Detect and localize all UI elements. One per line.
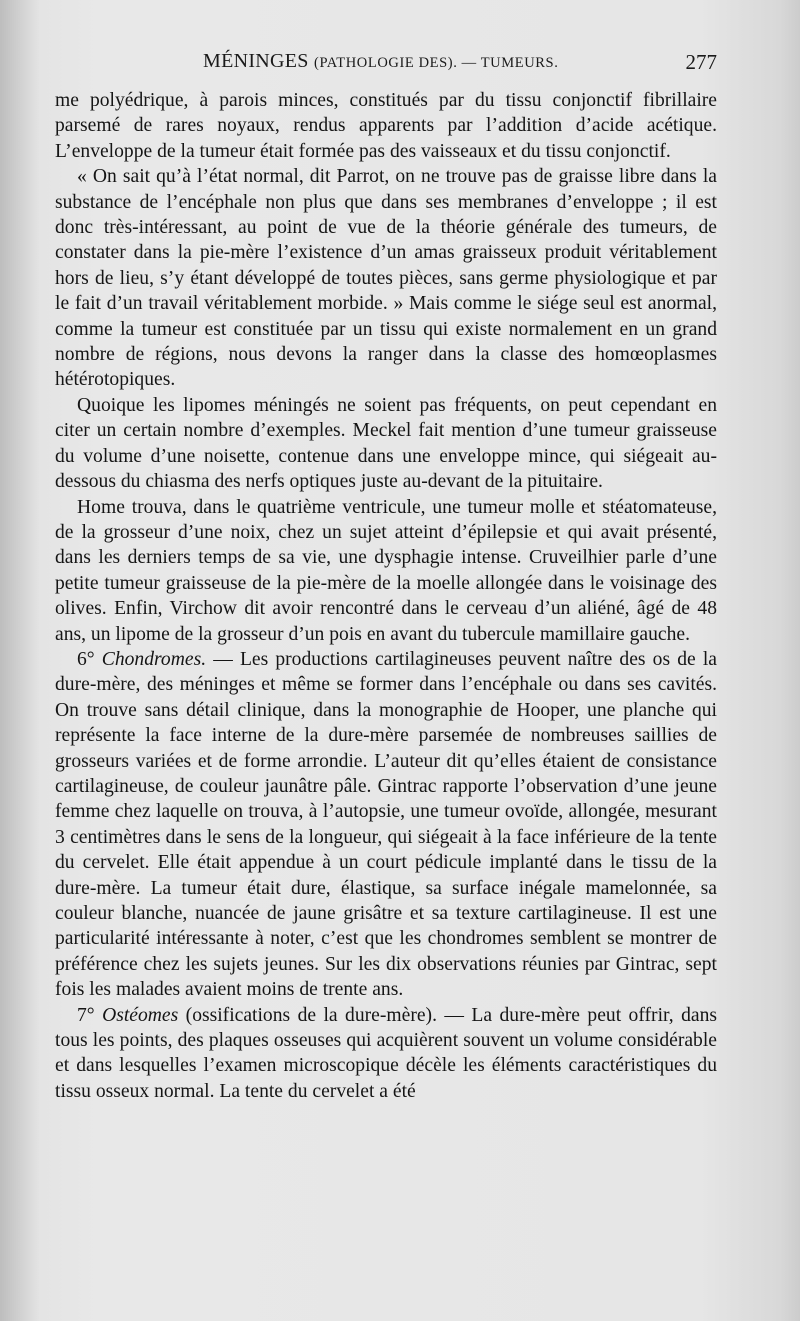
section-heading-osteomes: Ostéomes: [102, 1004, 179, 1026]
paragraph-3: Quoique les lipomes méningés ne soient pas fréquents, on peut cependant en citer un certain nombre d’exemples. Meckel fait mention d’une tumeur graisseuse du volume d’une noisette, contenue dans une enveloppe mince, qui siégeait au-dessous du chiasma des nerfs optiques juste au-devant de la pituitaire.: [55, 394, 717, 493]
paragraph-5-chondromes: 6° Chondromes. — Les productions cartilagineuses peuvent naître des os de la dure-mère, des méninges et même se former dans l’encéphale ou dans ses cavités. On trouve sans détail clinique, dans la monographie de Hooper, une planche qui représente la face interne de la dure-mère parsemée de nombreuses saillies de grosseurs variées et de forme arrondie. L’auteur dit qu’elles étaient de consistance cartilagineuse, de couleur jaunâtre pâle. Gintrac rapporte l’observation d’une jeune femme chez laquelle on trouva, à l’autopsie, une tumeur ovoïde, allongée, mesurant 3 centimètres dans le sens de la longueur, qui siégeait à la face inférieure de la tente du cervelet. Elle était appendue à un court pédicule implanté dans le tissu de la dure-mère. La tumeur était dure, élastique, sa surface inégale mamelonnée, sa couleur blanche, nuancée de jaune grisâtre et sa texture cartilagineuse. Il est une particularité intéressante à noter, c’est que les chondromes semblent se montrer de préférence chez les sujets jeunes. Sur les dix observations réunies par Gintrac, sept fois les malades avaient moins de trente ans.: [55, 648, 717, 1001]
running-title-sub: (PATHOLOGIE DES). — TUMEURS.: [314, 55, 559, 71]
paragraph-4: Home trouva, dans le quatrième ventricule, une tumeur molle et stéatomateuse, de la grosseur d’une noix, chez un sujet atteint d’épilepsie et qui avait présenté, dans les derniers temps de sa vie, une dysphagie intense. Cruveilhier parle d’une petite tumeur graisseuse de la pie-mère de la moelle allongée dans le voisinage des olives. Enfin, Virchow dit avoir rencontré dans le cerveau d’un aliéné, âgé de 48 ans, un lipome de la grosseur d’un pois en avant du tubercule mamillaire gauche.: [55, 496, 717, 645]
section-heading-chondromes: Chondromes.: [101, 648, 207, 670]
page-number: 277: [685, 50, 717, 74]
paragraph-6-osteomes: 7° Ostéomes (ossifications de la dure-mère). — La dure-mère peut offrir, dans tous les points, des plaques osseuses qui acquièrent souvent un volume considérable et dans lesquelles l’examen microscopique décèle les éléments caractéristiques du tissu osseux normal. La tente du cervelet a été: [55, 1004, 717, 1102]
paragraph-1: me polyédrique, à parois minces, constitués par du tissu conjonctif fibrillaire parsemé de rares noyaux, rendus apparents par l’addition d’acide acétique. L’enveloppe de la tumeur était formée pas des vaisseaux et du tissu conjonctif.: [55, 90, 717, 162]
section-number: 7°: [77, 1004, 103, 1026]
running-head: [55, 50, 717, 80]
section-number: 6°: [77, 648, 102, 670]
running-title-main: MÉNINGES: [203, 50, 309, 72]
running-title: [203, 50, 558, 73]
body-text: [55, 88, 717, 1104]
paragraph-2: « On sait qu’à l’état normal, dit Parrot, on ne trouve pas de graisse libre dans la substance de l’encéphale non plus que dans ses membranes d’enveloppe ; il est donc très-intéressant, au point de vue de la théorie générale des tumeurs, de constater dans la pie-mère l’existence d’un amas graisseux produit véritablement hors de lieu, s’y étant développé de toutes pièces, sans germe physiologique et par le fait d’un travail véritablement morbide. » Mais comme le siége seul est anormal, comme la tumeur est constituée par un tissu qui existe normalement en un grand nombre de régions, nous devons la ranger dans la classe des homœoplasmes hétérotopiques.: [55, 166, 717, 391]
